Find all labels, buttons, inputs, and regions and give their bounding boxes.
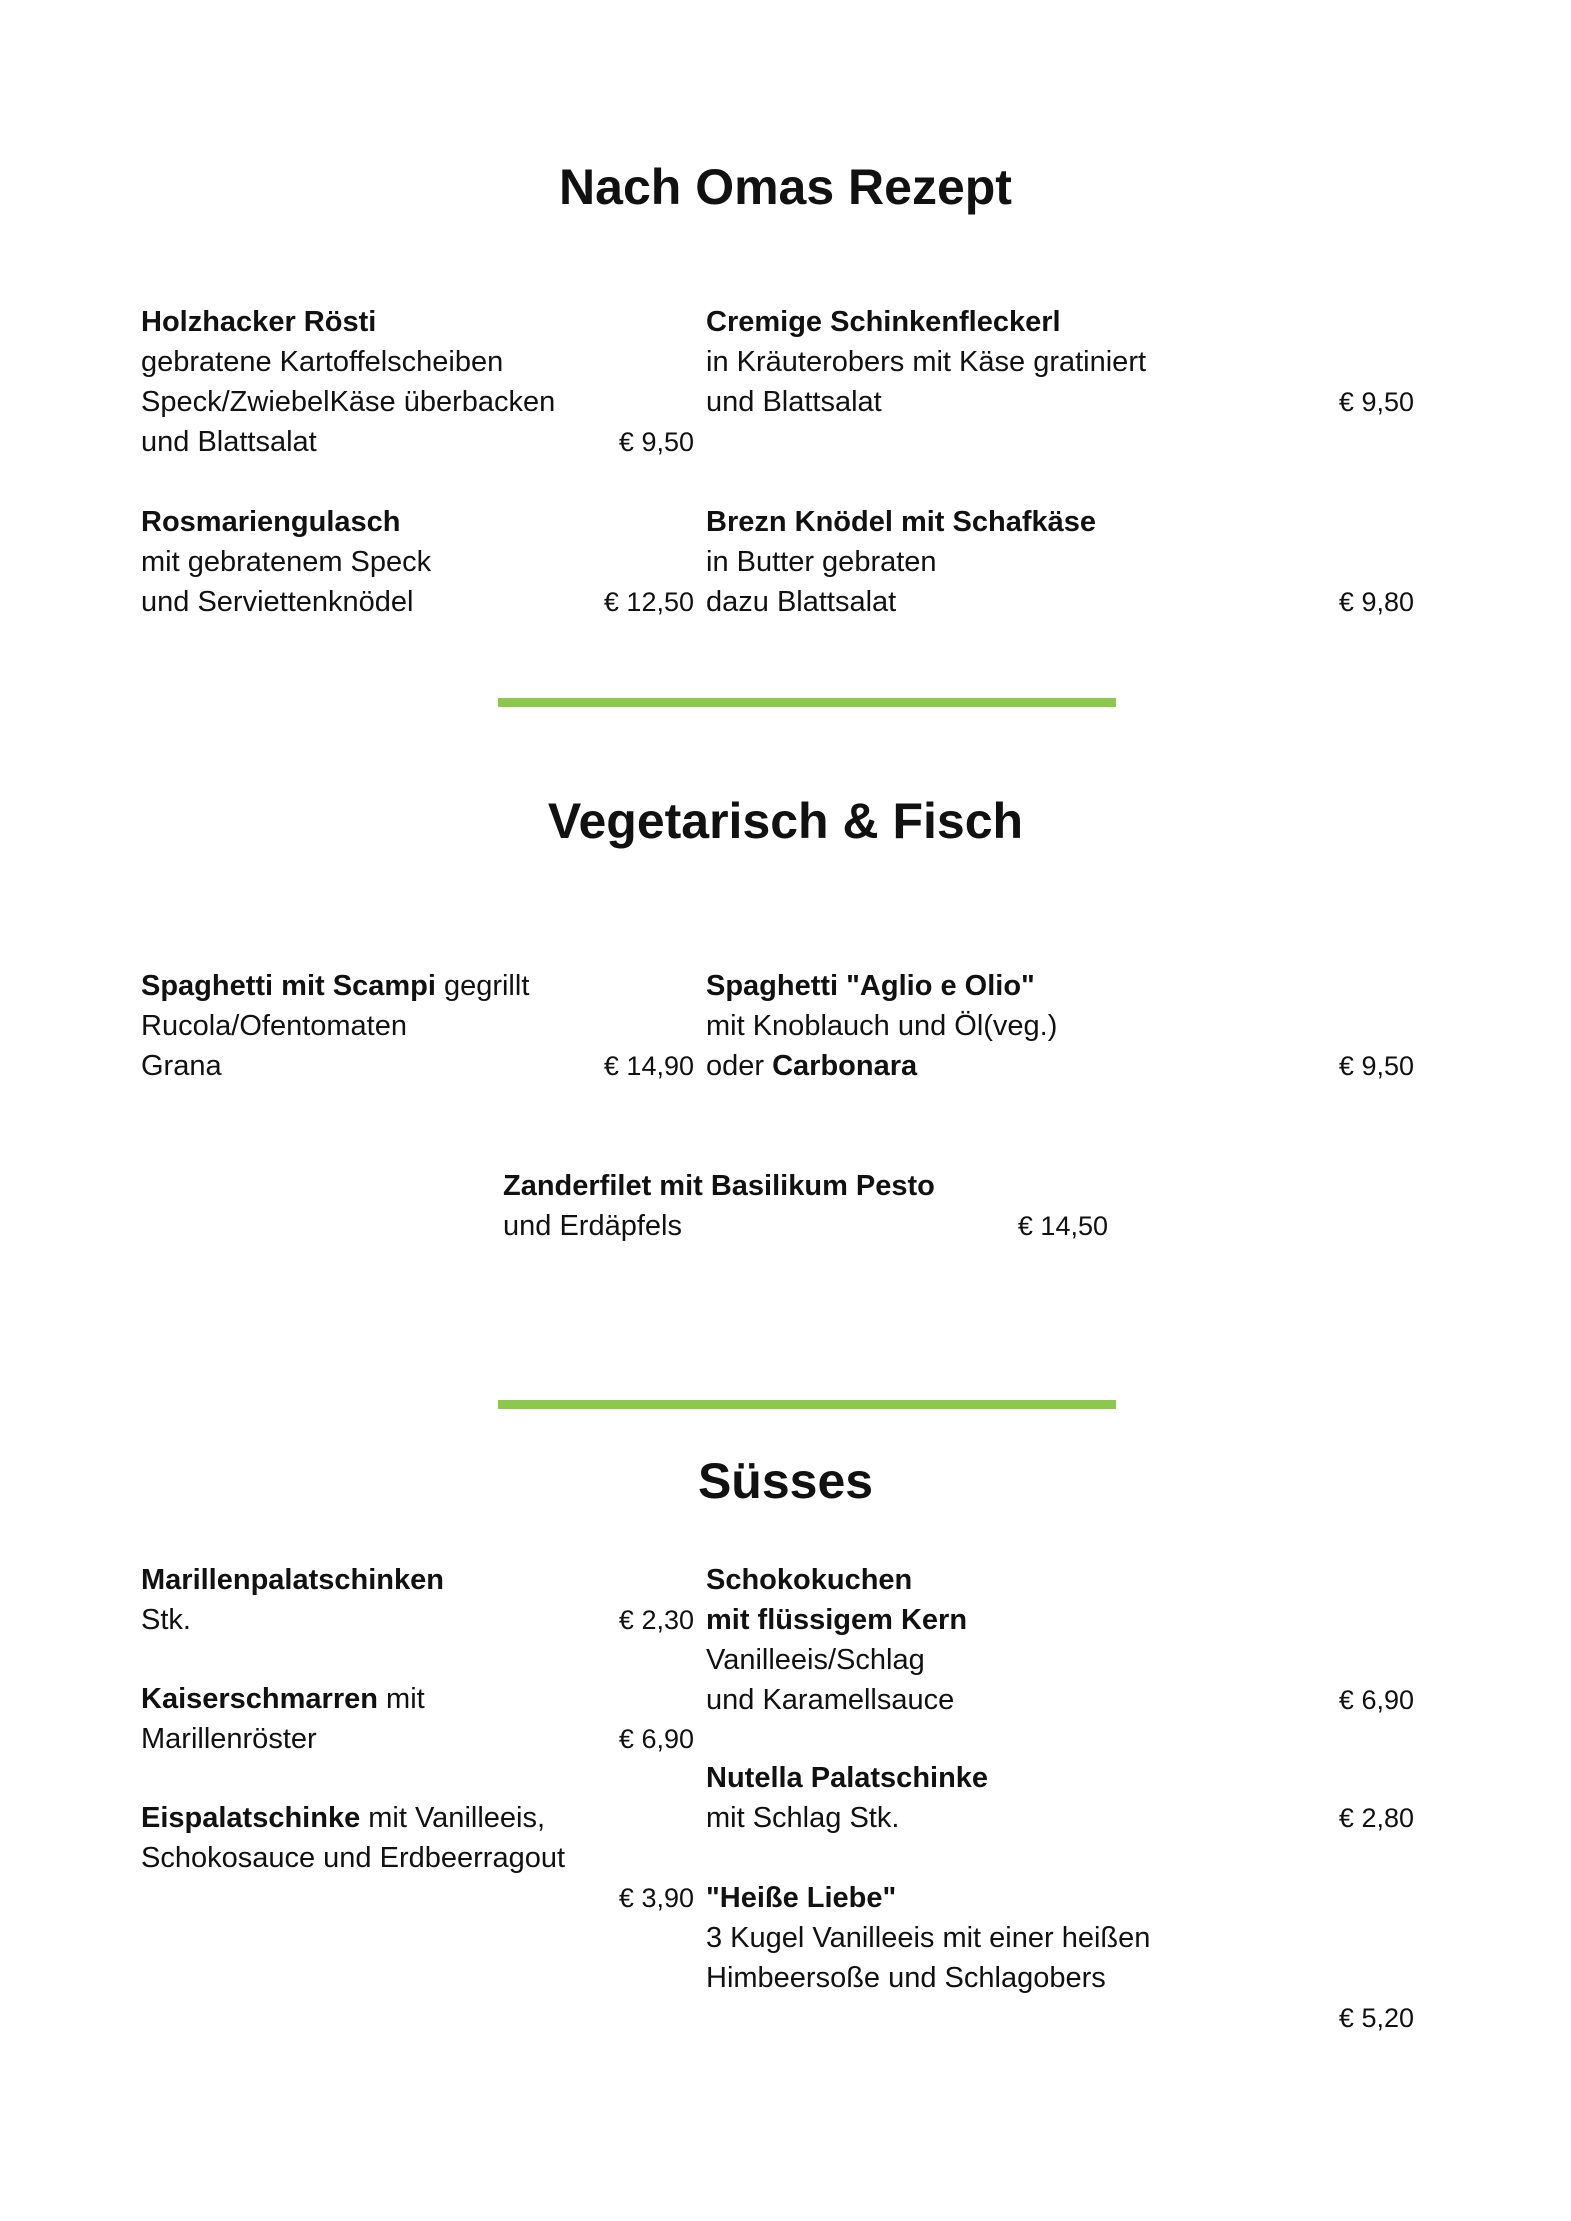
item-price: € 6,90 [1338,1685,1414,1715]
item-name-suffix: mit Vanilleeis, [360,1802,546,1834]
menu-item-rosmariengulasch [141,502,431,622]
item-desc: in Kräuterobers mit Käse gratiniert [706,346,1147,378]
item-price: € 9,50 [1338,387,1414,417]
item-desc: und Blattsalat [706,386,882,418]
item-price: € 14,50 [1017,1211,1108,1241]
menu-item-nutella-palatschinke [706,1758,988,1838]
section-title-suesses: Süsses [697,1453,874,1509]
menu-item-schinkenfleckerl [706,302,1146,422]
item-desc: und Karamellsauce [706,1684,955,1716]
item-desc: mit Knoblauch und Öl(veg.) [706,1010,1058,1042]
item-price: € 12,50 [603,587,694,617]
item-name: Cremige Schinkenfleckerl [706,306,1061,338]
item-name: Eispalatschinke [141,1802,361,1834]
item-desc: Grana [141,1050,222,1082]
item-desc: und Blattsalat [141,426,317,458]
menu-item-brezn-knoedel [706,502,1096,622]
item-desc: Schokosauce und Erdbeerragout [141,1842,566,1874]
item-desc: dazu Blattsalat [706,586,897,618]
item-desc: Marillenröster [141,1723,317,1755]
menu-item-kaiserschmarren [141,1679,425,1759]
item-name: Spaghetti "Aglio e Olio" [706,970,1035,1002]
item-name: Zanderfilet mit Basilikum Pesto [503,1170,935,1202]
item-desc: 3 Kugel Vanilleeis mit einer heißen [706,1922,1151,1954]
item-desc: Speck/ZwiebelKäse überbacken [141,386,556,418]
item-desc: in Butter gebraten [706,546,937,578]
item-desc: mit gebratenem Speck [141,546,432,578]
item-desc: und Serviettenknödel [141,586,414,618]
item-name: Spaghetti mit Scampi [141,970,436,1002]
item-price: € 5,20 [1338,2003,1414,2033]
item-desc-carbonara: Carbonara [772,1050,918,1082]
item-name: Schokokuchen [706,1564,913,1596]
section-title-vegetarisch: Vegetarisch & Fisch [547,793,1024,849]
menu-item-aglio-olio [706,966,1057,1086]
item-price: € 3,90 [618,1883,694,1913]
item-price: € 2,30 [618,1605,694,1635]
item-name: "Heiße Liebe" [706,1882,897,1914]
menu-item-holzhacker-roesti [141,302,555,462]
item-name-suffix: gegrillt [435,970,530,1002]
item-price: € 2,80 [1338,1803,1414,1833]
item-name-suffix: mit [377,1683,425,1715]
item-name: Kaiserschmarren [141,1683,378,1715]
item-desc: Rucola/Ofentomaten [141,1010,407,1042]
item-desc: mit Schlag Stk. [706,1802,900,1834]
item-desc: und Erdäpfels [503,1210,682,1242]
item-price: € 9,80 [1338,587,1414,617]
item-name: Brezn Knödel mit Schafkäse [706,506,1096,538]
section-divider [498,1400,1116,1409]
item-desc: gebratene Kartoffelscheiben [141,346,504,378]
section-divider [498,698,1116,707]
item-price: € 9,50 [618,427,694,457]
menu-item-zanderfilet [503,1166,935,1246]
menu-item-spaghetti-scampi [141,966,529,1086]
section-title-omas: Nach Omas Rezept [559,159,1012,215]
item-desc-prefix: oder [706,1050,773,1082]
item-name: Rosmariengulasch [141,506,401,538]
item-name-line2: mit flüssigem Kern [706,1604,968,1636]
item-desc: Stk. [141,1604,191,1636]
menu-item-heisse-liebe [706,1878,1150,1998]
menu-item-schokokuchen [706,1560,967,1720]
item-price: € 9,50 [1338,1051,1414,1081]
item-name: Nutella Palatschinke [706,1762,989,1794]
item-price: € 14,90 [603,1051,694,1081]
item-name: Holzhacker Rösti [141,306,377,338]
item-desc: Vanilleeis/Schlag [706,1644,925,1676]
item-price: € 6,90 [618,1724,694,1754]
item-desc: Himbeersoße und Schlagobers [706,1962,1106,1994]
menu-item-eispalatschinke [141,1798,565,1878]
menu-item-marillenpalatschinken [141,1560,444,1640]
item-name: Marillenpalatschinken [141,1564,444,1596]
